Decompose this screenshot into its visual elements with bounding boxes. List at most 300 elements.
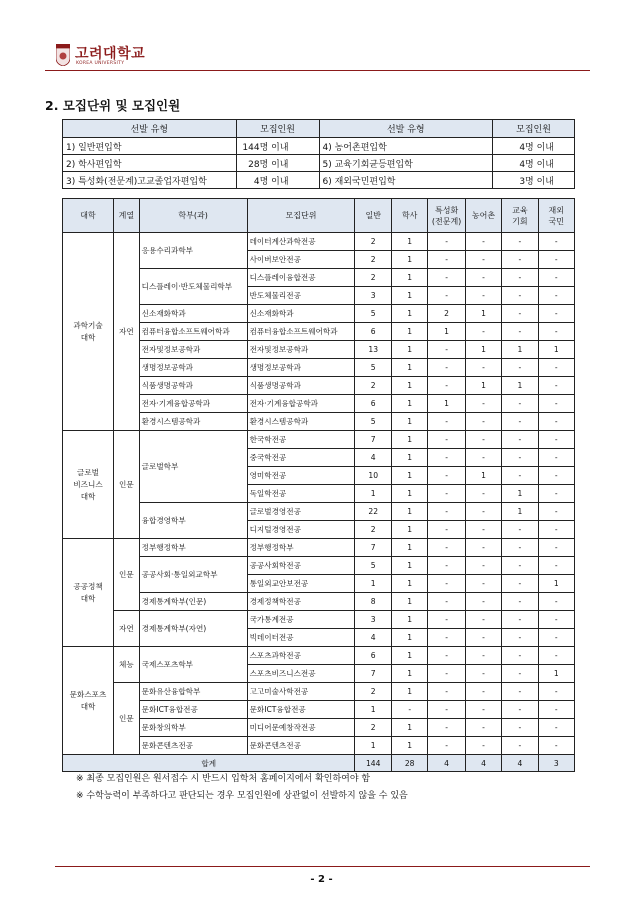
page-number: - 2 - xyxy=(310,874,333,885)
unit-cell: 스포츠비즈니스전공 xyxy=(247,665,355,683)
overseas-count: - xyxy=(538,395,574,413)
col-edu-line2: 기회 xyxy=(512,216,528,226)
selection-type: 2) 학사편입학 xyxy=(63,155,237,172)
bachelor-count: 1 xyxy=(391,395,427,413)
col-bachelor: 학사 xyxy=(391,199,427,233)
col-overseas xyxy=(538,199,574,233)
college-name: 대학 xyxy=(80,701,96,711)
general-count: 2 xyxy=(355,269,392,287)
department-cell: 문화유산융합학부 xyxy=(139,683,247,701)
overseas-count: - xyxy=(538,467,574,485)
table-row xyxy=(63,719,575,737)
bachelor-count: 1 xyxy=(391,719,427,737)
rural-count: - xyxy=(465,557,501,575)
specialized-count: - xyxy=(428,719,465,737)
table-row xyxy=(63,395,575,413)
general-count: 10 xyxy=(355,467,392,485)
overseas-count: - xyxy=(538,377,574,395)
summary-row xyxy=(63,155,575,172)
department-cell: 컴퓨터융합소프트웨어학과 xyxy=(139,323,247,341)
edu-opportunity-count: - xyxy=(502,521,538,539)
overseas-count: 1 xyxy=(538,575,574,593)
table-row xyxy=(63,503,575,521)
general-count: 7 xyxy=(355,665,392,683)
unit-cell: 정부행정학부 xyxy=(247,539,355,557)
department-cell: 디스플레이·반도체물리학부 xyxy=(139,269,247,305)
rural-count: - xyxy=(465,323,501,341)
edu-opportunity-count: - xyxy=(502,449,538,467)
unit-cell: 디지털경영전공 xyxy=(247,521,355,539)
specialized-count: - xyxy=(428,377,465,395)
college-cell xyxy=(63,647,114,755)
col-specialized xyxy=(428,199,465,233)
col-general: 일반 xyxy=(355,199,392,233)
table-row xyxy=(63,701,575,719)
quota: 4명 이내 xyxy=(236,172,319,189)
overseas-count: - xyxy=(538,323,574,341)
overseas-count: - xyxy=(538,593,574,611)
edu-opportunity-count: - xyxy=(502,287,538,305)
specialized-count: 1 xyxy=(428,395,465,413)
general-count: 5 xyxy=(355,557,392,575)
unit-cell: 반도체물리전공 xyxy=(247,287,355,305)
general-count: 8 xyxy=(355,593,392,611)
specialized-count: - xyxy=(428,233,465,251)
department-cell: 생명정보공학과 xyxy=(139,359,247,377)
bachelor-count: 1 xyxy=(391,323,427,341)
general-count: 4 xyxy=(355,449,392,467)
overseas-count: - xyxy=(538,629,574,647)
edu-opportunity-count: - xyxy=(502,593,538,611)
college-name: 문화스포츠 xyxy=(69,689,107,699)
unit-cell: 국가통계전공 xyxy=(247,611,355,629)
notes xyxy=(76,771,408,805)
bachelor-count: 1 xyxy=(391,449,427,467)
university-emblem-icon xyxy=(56,44,70,66)
bachelor-count: 1 xyxy=(391,305,427,323)
general-count: 2 xyxy=(355,233,392,251)
general-count: 3 xyxy=(355,611,392,629)
track-cell: 인문 xyxy=(114,431,140,539)
general-count: 7 xyxy=(355,431,392,449)
overseas-count: - xyxy=(538,521,574,539)
admission-quota-table xyxy=(62,198,575,772)
general-count: 4 xyxy=(355,629,392,647)
bachelor-count: 1 xyxy=(391,593,427,611)
rural-count: - xyxy=(465,359,501,377)
specialized-count: - xyxy=(428,701,465,719)
summary-table xyxy=(62,119,575,189)
college-name: 글로벌 xyxy=(77,467,100,477)
table-row xyxy=(63,413,575,431)
rural-total: 4 xyxy=(465,755,501,772)
summary-header: 선발 유형 xyxy=(63,120,237,138)
general-count: 2 xyxy=(355,719,392,737)
edu-opportunity-count: - xyxy=(502,467,538,485)
unit-cell: 통일외교안보전공 xyxy=(247,575,355,593)
rural-count: - xyxy=(465,683,501,701)
rural-count: - xyxy=(465,395,501,413)
edu-opportunity-count: - xyxy=(502,665,538,683)
overseas-total: 3 xyxy=(538,755,574,772)
specialized-count: 1 xyxy=(428,323,465,341)
specialized-count: - xyxy=(428,629,465,647)
quota: 4명 이내 xyxy=(493,138,575,155)
overseas-count: - xyxy=(538,413,574,431)
bachelor-count: - xyxy=(391,701,427,719)
specialized-count: - xyxy=(428,413,465,431)
col-rural: 농어촌 xyxy=(465,199,501,233)
specialized-count: - xyxy=(428,341,465,359)
college-cell xyxy=(63,539,114,647)
rural-count: - xyxy=(465,449,501,467)
rural-count: - xyxy=(465,737,501,755)
bachelor-count: 1 xyxy=(391,575,427,593)
overseas-count: - xyxy=(538,449,574,467)
overseas-count: - xyxy=(538,647,574,665)
college-name: 대학 xyxy=(80,593,96,603)
summary-row xyxy=(63,138,575,155)
quota: 4명 이내 xyxy=(493,155,575,172)
bachelor-count: 1 xyxy=(391,359,427,377)
edu-opportunity-count: - xyxy=(502,413,538,431)
rural-count: - xyxy=(465,647,501,665)
general-count: 1 xyxy=(355,737,392,755)
general-count: 5 xyxy=(355,305,392,323)
edu-opportunity-count: 1 xyxy=(502,377,538,395)
bachelor-count: 1 xyxy=(391,665,427,683)
bachelor-count: 1 xyxy=(391,629,427,647)
bachelor-count: 1 xyxy=(391,233,427,251)
unit-cell: 영미학전공 xyxy=(247,467,355,485)
unit-cell: 스포츠과학전공 xyxy=(247,647,355,665)
specialized-count: - xyxy=(428,359,465,377)
rural-count: - xyxy=(465,701,501,719)
general-count: 1 xyxy=(355,485,392,503)
specialized-count: - xyxy=(428,539,465,557)
department-cell: 공공사회·통일외교학부 xyxy=(139,557,247,593)
bachelor-count: 1 xyxy=(391,683,427,701)
rural-count: - xyxy=(465,593,501,611)
edu-opportunity-count: - xyxy=(502,701,538,719)
selection-type: 1) 일반편입학 xyxy=(63,138,237,155)
col-edu-line1: 교육 xyxy=(512,205,528,215)
overseas-count: - xyxy=(538,431,574,449)
specialized-count: - xyxy=(428,593,465,611)
edu-opportunity-count: 1 xyxy=(502,485,538,503)
total-label: 합계 xyxy=(63,755,355,772)
general-count: 5 xyxy=(355,359,392,377)
rural-count: - xyxy=(465,431,501,449)
unit-cell: 문화콘텐츠전공 xyxy=(247,737,355,755)
col-overseas-line1: 재외 xyxy=(548,205,565,215)
bachelor-count: 1 xyxy=(391,503,427,521)
quota: 3명 이내 xyxy=(493,172,575,189)
specialized-count: - xyxy=(428,665,465,683)
bachelor-count: 1 xyxy=(391,269,427,287)
department-cell: 정부행정학부 xyxy=(139,539,247,557)
unit-cell: 한국학전공 xyxy=(247,431,355,449)
bachelor-count: 1 xyxy=(391,431,427,449)
table-row xyxy=(63,557,575,575)
department-cell: 신소재화학과 xyxy=(139,305,247,323)
overseas-count: - xyxy=(538,611,574,629)
selection-type: 6) 재외국민편입학 xyxy=(319,172,493,189)
selection-type: 5) 교육기회균등편입학 xyxy=(319,155,493,172)
col-specialized-line2: (전문계) xyxy=(431,216,462,226)
unit-cell: 고고미술사학전공 xyxy=(247,683,355,701)
unit-cell: 생명정보공학과 xyxy=(247,359,355,377)
specialized-count: 2 xyxy=(428,305,465,323)
unit-cell: 미디어문예창작전공 xyxy=(247,719,355,737)
overseas-count: 1 xyxy=(538,341,574,359)
general-count: 2 xyxy=(355,251,392,269)
university-name: 고려대학교 xyxy=(75,46,146,62)
col-department: 학부(과) xyxy=(139,199,247,233)
col-track: 계열 xyxy=(114,199,140,233)
unit-cell: 신소재화학과 xyxy=(247,305,355,323)
specialized-count: - xyxy=(428,737,465,755)
bachelor-count: 1 xyxy=(391,611,427,629)
edu-opportunity-count: - xyxy=(502,611,538,629)
edu-opportunity-count: - xyxy=(502,233,538,251)
department-cell: 국제스포츠학부 xyxy=(139,647,247,683)
department-cell: 문화창의학부 xyxy=(139,719,247,737)
bachelor-count: 1 xyxy=(391,557,427,575)
bachelor-count: 1 xyxy=(391,521,427,539)
college-name: 대학 xyxy=(80,332,96,342)
general-count: 2 xyxy=(355,683,392,701)
rural-count: - xyxy=(465,611,501,629)
summary-header-row xyxy=(63,120,575,138)
unit-cell: 문화ICT융합전공 xyxy=(247,701,355,719)
department-cell: 경제통계학부(인문) xyxy=(139,593,247,611)
bachelor-count: 1 xyxy=(391,539,427,557)
college-cell xyxy=(63,431,114,539)
table-row xyxy=(63,431,575,449)
specialized-count: - xyxy=(428,431,465,449)
specialized-count: - xyxy=(428,611,465,629)
note: ※ 최종 모집인원은 원서접수 시 반드시 입학처 홈페이지에서 확인하여야 함 xyxy=(76,774,371,784)
edu-opportunity-count: 1 xyxy=(502,341,538,359)
rural-count: - xyxy=(465,719,501,737)
specialized-total: 4 xyxy=(428,755,465,772)
department-cell: 경제통계학부(자연) xyxy=(139,611,247,647)
rural-count: - xyxy=(465,575,501,593)
track-cell: 자연 xyxy=(114,611,140,647)
table-row xyxy=(63,683,575,701)
general-count: 1 xyxy=(355,701,392,719)
table-header-row xyxy=(63,199,575,233)
unit-cell: 전자·기계융합공학과 xyxy=(247,395,355,413)
college-name: 공공정책 xyxy=(73,581,103,591)
bachelor-count: 1 xyxy=(391,377,427,395)
general-count: 7 xyxy=(355,539,392,557)
unit-cell: 글로벌경영전공 xyxy=(247,503,355,521)
general-count: 5 xyxy=(355,413,392,431)
bachelor-count: 1 xyxy=(391,413,427,431)
specialized-count: - xyxy=(428,467,465,485)
overseas-count: - xyxy=(538,233,574,251)
overseas-count: - xyxy=(538,737,574,755)
table-row xyxy=(63,233,575,251)
table-row xyxy=(63,593,575,611)
summary-header: 모집인원 xyxy=(236,120,319,138)
specialized-count: - xyxy=(428,647,465,665)
rural-count: - xyxy=(465,629,501,647)
track-cell: 인문 xyxy=(114,683,140,755)
track-cell: 인문 xyxy=(114,539,140,611)
department-cell: 전자및정보공학과 xyxy=(139,341,247,359)
overseas-count: - xyxy=(538,485,574,503)
document-header xyxy=(45,40,590,71)
col-edu-opportunity xyxy=(502,199,538,233)
overseas-count: - xyxy=(538,251,574,269)
bachelor-count: 1 xyxy=(391,467,427,485)
rural-count: 1 xyxy=(465,377,501,395)
rural-count: - xyxy=(465,287,501,305)
edu-opportunity-count: - xyxy=(502,557,538,575)
specialized-count: - xyxy=(428,287,465,305)
table-row xyxy=(63,539,575,557)
rural-count: - xyxy=(465,251,501,269)
note: ※ 수학능력이 부족하다고 판단되는 경우 모집인원에 상관없이 선발하지 않을 수 있음 xyxy=(76,791,408,801)
edu-opportunity-count: - xyxy=(502,683,538,701)
specialized-count: - xyxy=(428,269,465,287)
summary-row xyxy=(63,172,575,189)
rural-count: - xyxy=(465,539,501,557)
edu-opportunity-count: - xyxy=(502,719,538,737)
overseas-count: - xyxy=(538,305,574,323)
unit-cell: 중국학전공 xyxy=(247,449,355,467)
general-count: 6 xyxy=(355,647,392,665)
unit-cell: 독일학전공 xyxy=(247,485,355,503)
general-count: 2 xyxy=(355,377,392,395)
section-title: 2. 모집단위 및 모집인원 xyxy=(45,98,181,113)
department-cell: 전자·기계융합공학과 xyxy=(139,395,247,413)
overseas-count: - xyxy=(538,683,574,701)
overseas-count: - xyxy=(538,557,574,575)
rural-count: - xyxy=(465,521,501,539)
rural-count: - xyxy=(465,665,501,683)
overseas-count: - xyxy=(538,503,574,521)
col-specialized-line1: 특성화 xyxy=(435,205,459,215)
edu-opportunity-count: - xyxy=(502,251,538,269)
specialized-count: - xyxy=(428,449,465,467)
general-count: 13 xyxy=(355,341,392,359)
table-row xyxy=(63,611,575,629)
specialized-count: - xyxy=(428,503,465,521)
department-cell: 문화콘텐츠전공 xyxy=(139,737,247,755)
university-name-en: KOREA UNIVERSITY xyxy=(76,61,125,66)
overseas-count: - xyxy=(538,359,574,377)
edu-opportunity-count: - xyxy=(502,575,538,593)
department-cell: 융합경영학부 xyxy=(139,503,247,539)
table-row xyxy=(63,341,575,359)
overseas-count: - xyxy=(538,269,574,287)
bachelor-count: 1 xyxy=(391,341,427,359)
unit-cell: 빅데이터전공 xyxy=(247,629,355,647)
college-name: 비즈니스 xyxy=(73,479,103,489)
overseas-count: 1 xyxy=(538,665,574,683)
department-cell: 글로벌학부 xyxy=(139,431,247,503)
specialized-count: - xyxy=(428,683,465,701)
table-row xyxy=(63,377,575,395)
bachelor-total: 28 xyxy=(391,755,427,772)
table-row xyxy=(63,323,575,341)
bachelor-count: 1 xyxy=(391,251,427,269)
table-row xyxy=(63,359,575,377)
unit-cell: 환경시스템공학과 xyxy=(247,413,355,431)
table-row xyxy=(63,647,575,665)
rural-count: - xyxy=(465,233,501,251)
edu-opportunity-count: - xyxy=(502,431,538,449)
department-cell: 식품생명공학과 xyxy=(139,377,247,395)
general-count: 22 xyxy=(355,503,392,521)
summary-header: 선발 유형 xyxy=(319,120,493,138)
unit-cell: 데이터계산과학전공 xyxy=(247,233,355,251)
summary-header: 모집인원 xyxy=(493,120,575,138)
general-count: 6 xyxy=(355,395,392,413)
edu-opportunity-count: - xyxy=(502,539,538,557)
specialized-count: - xyxy=(428,485,465,503)
bachelor-count: 1 xyxy=(391,485,427,503)
selection-type: 4) 농어촌편입학 xyxy=(319,138,493,155)
specialized-count: - xyxy=(428,521,465,539)
college-name: 과학기술 xyxy=(73,320,103,330)
rural-count: - xyxy=(465,503,501,521)
rural-count: 1 xyxy=(465,305,501,323)
overseas-count: - xyxy=(538,287,574,305)
bachelor-count: 1 xyxy=(391,647,427,665)
unit-cell: 사이버보안전공 xyxy=(247,251,355,269)
general-count: 1 xyxy=(355,575,392,593)
edu-opportunity-total: 4 xyxy=(502,755,538,772)
selection-type: 3) 특성화(전문계)고교졸업자편입학 xyxy=(63,172,237,189)
footer-divider xyxy=(55,866,590,867)
overseas-count: - xyxy=(538,701,574,719)
unit-cell: 컴퓨터융합소프트웨어학과 xyxy=(247,323,355,341)
edu-opportunity-count: - xyxy=(502,647,538,665)
unit-cell: 경제정책학전공 xyxy=(247,593,355,611)
department-cell: 문화ICT융합전공 xyxy=(139,701,247,719)
edu-opportunity-count: - xyxy=(502,269,538,287)
edu-opportunity-count: - xyxy=(502,305,538,323)
bachelor-count: 1 xyxy=(391,737,427,755)
specialized-count: - xyxy=(428,251,465,269)
quota: 28명 이내 xyxy=(236,155,319,172)
total-row xyxy=(63,755,575,772)
general-count: 3 xyxy=(355,287,392,305)
edu-opportunity-count: - xyxy=(502,737,538,755)
general-count: 2 xyxy=(355,521,392,539)
overseas-count: - xyxy=(538,719,574,737)
unit-cell: 전자및정보공학과 xyxy=(247,341,355,359)
table-row xyxy=(63,305,575,323)
edu-opportunity-count: 1 xyxy=(502,503,538,521)
edu-opportunity-count: - xyxy=(502,395,538,413)
rural-count: 1 xyxy=(465,467,501,485)
table-row xyxy=(63,737,575,755)
rural-count: 1 xyxy=(465,341,501,359)
track-cell: 자연 xyxy=(114,233,140,431)
rural-count: - xyxy=(465,269,501,287)
college-cell xyxy=(63,233,114,431)
track-cell: 체능 xyxy=(114,647,140,683)
general-total: 144 xyxy=(355,755,392,772)
college-name: 대학 xyxy=(80,491,96,501)
department-cell: 환경시스템공학과 xyxy=(139,413,247,431)
